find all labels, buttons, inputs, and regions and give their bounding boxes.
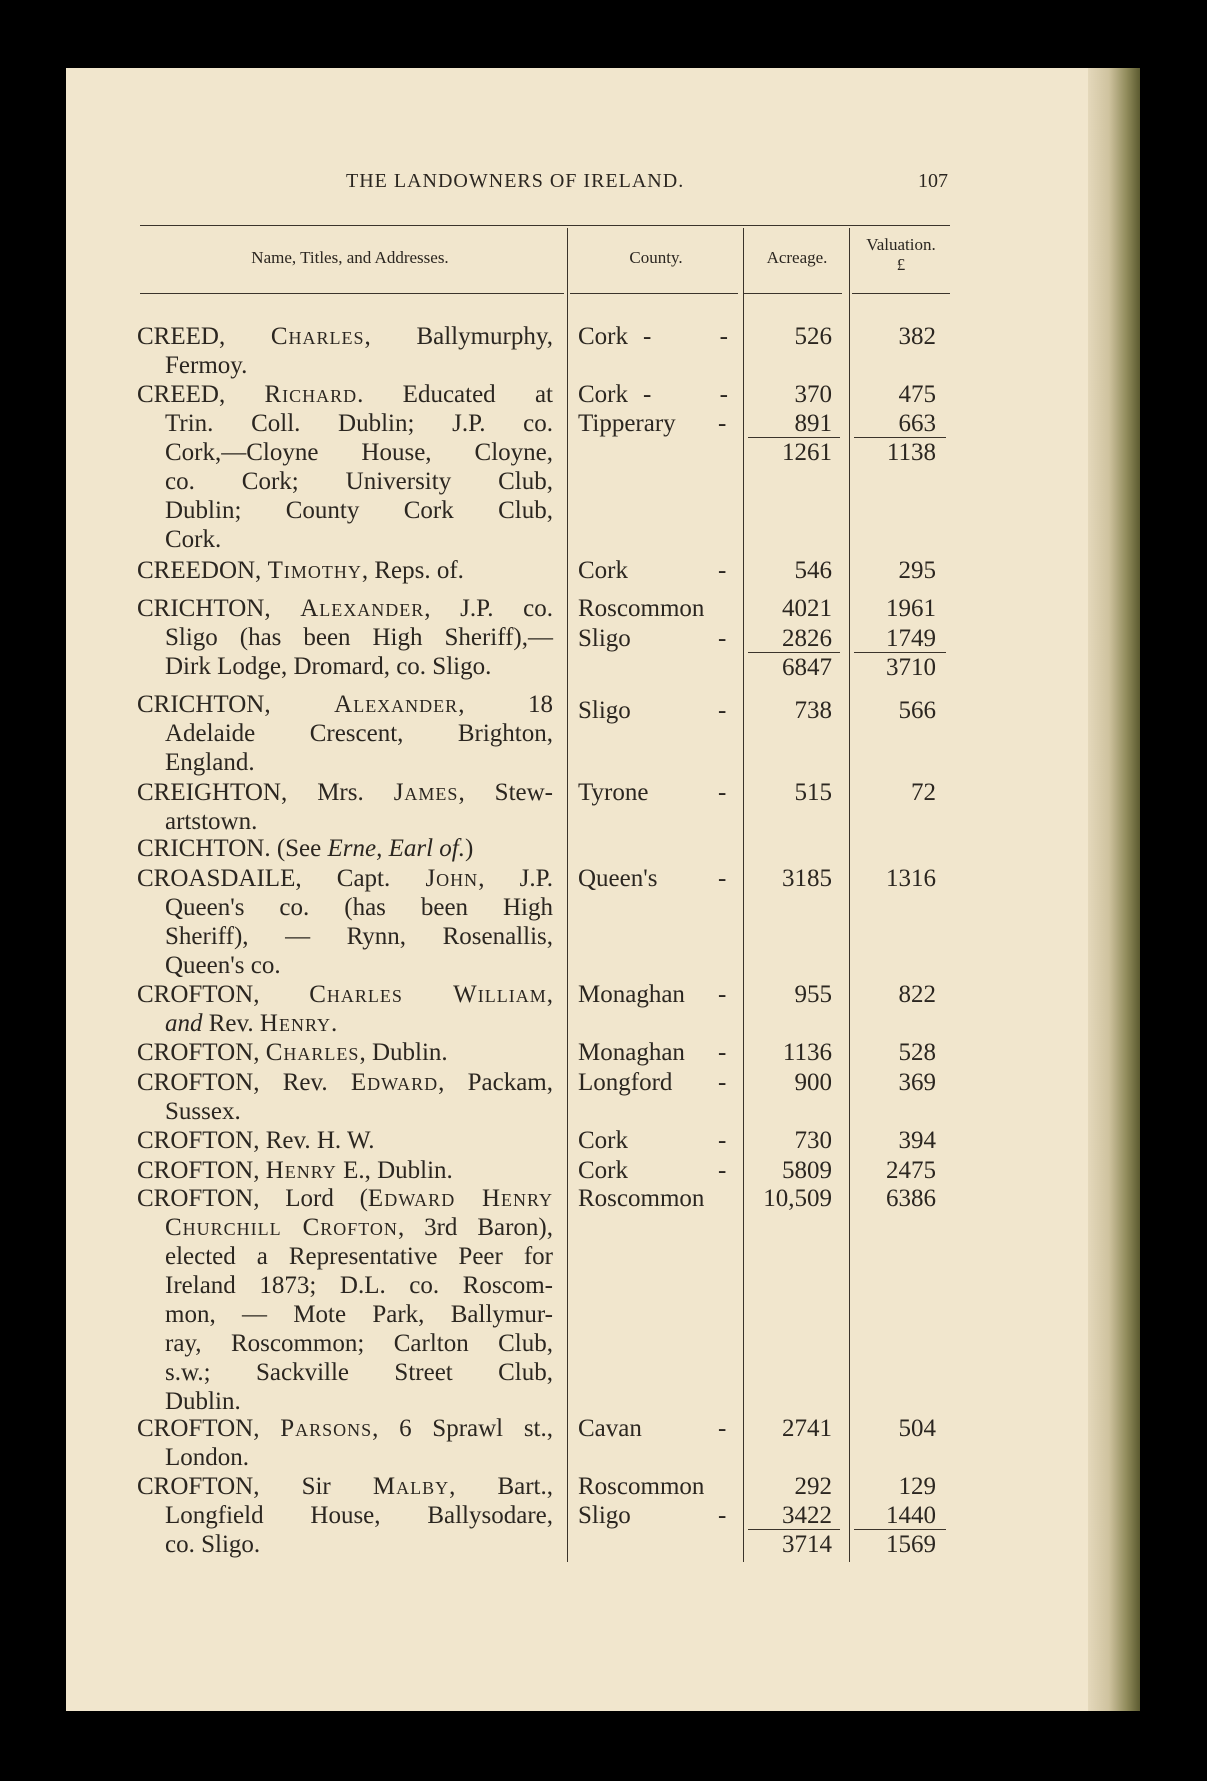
entry-line: elected a Representative Peer for [165,1243,553,1270]
county-cell: Monaghan [578,1039,685,1066]
entry-name-line: CROASDAILE, Capt. John, J.P. [137,865,553,892]
valuation-cell: 72 [911,779,936,806]
total-rule [748,437,840,438]
leader-dash: - [718,1415,727,1442]
leader-dash: - [718,1502,727,1529]
leader-dash: - [718,1039,727,1066]
county-cell: Queen's [578,865,658,892]
acreage-cell: 955 [794,981,832,1008]
county-cell: Roscommon [578,595,705,622]
entry-line: Queen's co. (has been High [165,894,553,921]
valuation-cell: 663 [898,410,936,437]
entry-line: and Rev. Henry. [165,1010,338,1037]
acreage-cell: 900 [794,1069,832,1096]
entry-line: Sligo (has been High Sheriff),— [165,624,553,651]
acreage-cell: 3185 [782,865,832,892]
entry-name-line: CROFTON, Charles, Dublin. [137,1039,448,1066]
entry-name-line: CREIGHTON, Mrs. James, Stew- [137,779,553,806]
col-county-header: County. [629,248,683,267]
county-cell: Cavan [578,1415,642,1442]
leader-dash: - [718,557,727,584]
valuation-cell: 1749 [886,625,936,652]
entry-line: Churchill Crofton, 3rd Baron), [165,1214,553,1241]
entry-name-line: CREED, Richard. Educated at [137,381,553,408]
entry-line: co. Cork; University Club, [165,468,553,495]
entry-name-line: CRICHTON, Alexander, 18 [137,691,553,718]
acreage-total: 3714 [782,1531,832,1558]
valuation-cell: 1316 [886,865,936,892]
entry-name-line: CROFTON, Parsons, 6 Sprawl st., [137,1415,553,1442]
valuation-cell: 394 [898,1127,936,1154]
entry-line: Cork. [165,526,222,553]
county-cell: Cork [578,381,628,408]
column-divider [567,228,568,1562]
leader-dash: - [718,1157,727,1184]
total-rule [748,652,840,653]
total-rule [854,652,946,653]
acreage-total: 6847 [782,654,832,681]
col-name-header: Name, Titles, and Addresses. [251,248,449,267]
acreage-cell: 730 [794,1127,832,1154]
leader-dash: - - [643,381,728,408]
entry-line: co. Sligo. [165,1531,261,1558]
county-cell: Sligo [578,697,631,724]
leader-dash: - [718,1127,727,1154]
entry-name-line: CROFTON, Charles William, [137,981,553,1008]
acreage-cell: 515 [794,779,832,806]
entry-line: Sheriff), — Rynn, Rosenallis, [165,923,553,950]
acreage-cell: 5809 [782,1157,832,1184]
county-cell: Longford [578,1069,673,1096]
entry-name-line: CROFTON, Sir Malby, Bart., [137,1473,553,1500]
acreage-cell: 292 [794,1473,832,1500]
valuation-total: 1569 [886,1531,936,1558]
acreage-cell: 1136 [782,1039,832,1066]
valuation-cell: 129 [898,1473,936,1500]
valuation-label: Valuation. [866,235,936,254]
county-cell: Sligo [578,1502,631,1529]
acreage-cell: 2826 [782,625,832,652]
col-valuation-header [850,235,952,275]
valuation-cell: 504 [898,1415,936,1442]
acreage-cell: 526 [794,323,832,350]
acreage-cell: 10,509 [763,1185,832,1212]
county-cell: Tyrone [578,779,649,806]
county-cell: Sligo [578,625,631,652]
total-rule [748,1529,840,1530]
valuation-cell: 566 [898,697,936,724]
entry-line: artstown. [165,808,258,835]
entry-line: s.w.; Sackville Street Club, [165,1359,553,1386]
valuation-total: 3710 [886,654,936,681]
county-cell: Roscommon [578,1473,705,1500]
page-number: 107 [918,170,948,192]
header-underline [852,293,950,294]
valuation-cell: 382 [898,323,936,350]
leader-dash: - [718,697,727,724]
county-cell: Tipperary [578,410,676,437]
entry-line: Adelaide Crescent, Brighton, [165,720,553,747]
leader-dash: - [718,865,727,892]
valuation-cell: 369 [898,1069,936,1096]
entry-line: Queen's co. [165,952,281,979]
header-rule [140,225,950,226]
entry-name-line: CROFTON, Lord (Edward Henry [137,1185,553,1212]
county-cell: Cork [578,1127,628,1154]
acreage-cell: 370 [794,381,832,408]
acreage-cell: 891 [794,410,832,437]
leader-dash: - [718,410,727,437]
county-cell: Monaghan [578,981,685,1008]
entry-line: Ireland 1873; D.L. co. Roscom- [165,1272,553,1299]
total-rule [854,437,946,438]
entry-line: Dublin. [165,1388,241,1415]
acreage-total: 1261 [782,439,832,466]
page-title: THE LANDOWNERS OF IRELAND. [346,170,685,192]
total-rule [854,1529,946,1530]
running-head [66,170,1140,200]
entry-line: Sussex. [165,1098,241,1125]
entry-line: Trin. Coll. Dublin; J.P. co. [165,410,553,437]
valuation-cell: 528 [898,1039,936,1066]
county-cell: Roscommon [578,1185,705,1212]
header-underline [140,293,564,294]
entry-line: England. [165,749,255,776]
leader-dash: - [718,779,727,806]
col-acreage-header: Acreage. [766,248,828,267]
acreage-cell: 738 [794,697,832,724]
entry-line: Cork,—Cloyne House, Cloyne, [165,439,553,466]
county-cell: Cork [578,323,628,350]
acreage-cell: 3422 [782,1502,832,1529]
valuation-cell: 822 [898,981,936,1008]
entry-name-line: CROFTON, Henry E., Dublin. [137,1157,453,1184]
valuation-cell: 6386 [886,1185,936,1212]
acreage-cell: 546 [794,557,832,584]
entry-line: Longfield House, Ballysodare, [165,1502,553,1529]
county-cell: Cork [578,1157,628,1184]
valuation-cell: 1440 [886,1502,936,1529]
entry-name-line: CREEDON, Timothy, Reps. of. [137,557,464,584]
entry-line: Fermoy. [165,352,248,379]
entry-name-line: CRICHTON, Alexander, J.P. co. [137,595,553,622]
entry-name-line: CROFTON, Rev. Edward, Packam, [137,1069,553,1096]
valuation-unit: £ [896,255,906,274]
entry-name-line: CROFTON, Rev. H. W. [137,1127,375,1154]
entry-name-line: CREED, Charles, Ballymurphy, [137,323,554,350]
leader-dash: - [718,625,727,652]
leader-dash: - [718,1069,727,1096]
county-cell: Cork [578,557,628,584]
entry-line: London. [165,1444,250,1471]
entry-name-line: CRICHTON. (See Erne, Earl of.) [137,835,474,862]
entry-line: ray, Roscommon; Carlton Club, [165,1330,553,1357]
valuation-cell: 1961 [886,595,936,622]
header-underline [744,293,842,294]
entry-line: Dublin; County Cork Club, [165,497,553,524]
entry-line: mon, — Mote Park, Ballymur- [165,1301,553,1328]
valuation-cell: 2475 [886,1157,936,1184]
entry-line: Dirk Lodge, Dromard, co. Sligo. [165,653,492,680]
leader-dash: - - [643,323,728,350]
valuation-cell: 295 [898,557,936,584]
acreage-cell: 2741 [782,1415,832,1442]
header-underline [570,293,738,294]
leader-dash: - [718,981,727,1008]
valuation-cell: 475 [898,381,936,408]
page-edge [1088,68,1140,1711]
acreage-cell: 4021 [782,595,832,622]
valuation-total: 1138 [886,439,936,466]
